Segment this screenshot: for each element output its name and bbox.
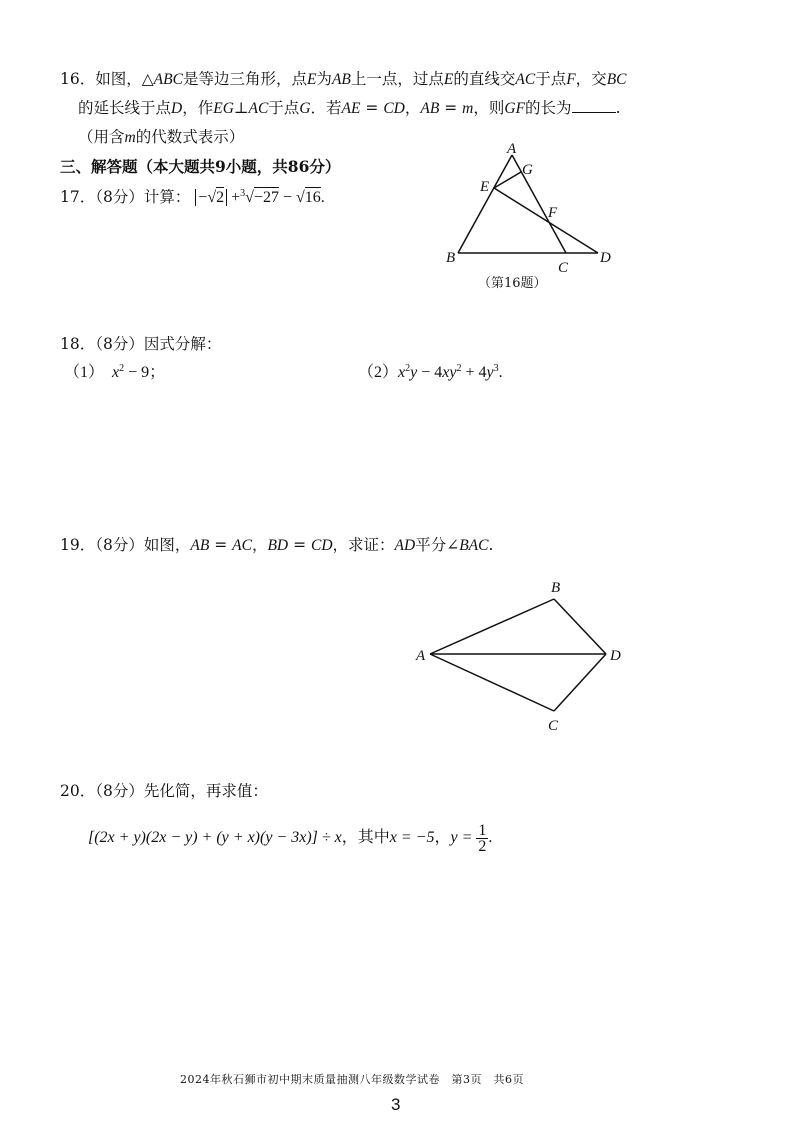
segment-bd — [554, 599, 606, 654]
segment-cd — [554, 654, 606, 711]
label-D: D — [610, 648, 621, 664]
label-E: E — [480, 179, 490, 195]
answer-blank[interactable] — [572, 98, 616, 113]
q18-part2: $(2)x^2y - 4xy^2 + 4y^3$. — [358, 363, 503, 381]
q16-line1: 16．如图，△ABC是等边三角形，点E为AB上一点，过点E的直线交AC于点F，交BC — [60, 70, 627, 88]
fraction-one-half: $\frac{1}{2}$ — [478, 821, 487, 855]
page-footer: 2024年秋石狮市初中期末质量抽测八年级数学试卷 第3页 共6页 — [180, 1073, 524, 1086]
segment-ab — [430, 599, 554, 654]
page-number: 3 — [391, 1095, 401, 1114]
q18-part1: （1） $x^2 - 9$； — [64, 363, 166, 381]
q16-figure — [440, 135, 620, 295]
label-C: C — [548, 718, 559, 734]
q16-number: 16． — [60, 70, 96, 88]
q16-line3: （用含m的代数式表示） — [78, 128, 245, 146]
q17-number: 17． — [60, 188, 96, 206]
label-B: B — [446, 250, 456, 266]
segment-ed — [494, 188, 598, 253]
label-A: A — [507, 141, 517, 157]
q17-expression: −√2 +$^3$√−27 − √16. — [195, 189, 324, 206]
q16-figure-caption: （第16题） — [478, 276, 547, 291]
segment-ab — [458, 155, 512, 253]
label-A: A — [416, 648, 426, 664]
label-B: B — [551, 580, 561, 596]
q20: 20．（8分）先化简，再求值： — [60, 782, 268, 800]
q19-figure — [408, 572, 638, 737]
label-C: C — [558, 260, 569, 276]
q20-number: 20． — [60, 782, 96, 800]
section-heading: 三、解答题（本大题共9小题，共86分） — [60, 157, 341, 176]
q19-number: 19． — [60, 536, 96, 554]
segment-ac — [430, 654, 554, 711]
q20-expression: [(2x + y)(2x − y) + (y + x)(y − 3x)] ÷ x，其中x = −5，y = $\frac{1}{2}$ . — [88, 821, 493, 855]
absolute-value: −√2 — [195, 189, 227, 206]
q16-line2: 的延长线于点D，作EG⊥AC于点G．若AE = CD，AB = m，则GF的长为 . — [78, 99, 621, 117]
q18-number: 18． — [60, 335, 96, 353]
q17: 17．（8分）计算： −√2 +$^3$√−27 − √16. — [60, 188, 325, 206]
label-D: D — [600, 250, 611, 266]
q18: 18．（8分）因式分解： — [60, 335, 222, 353]
label-G: G — [522, 162, 533, 178]
q19: 19．（8分）如图，AB = AC，BD = CD，求证：AD平分∠BAC. — [60, 536, 494, 554]
label-F: F — [548, 205, 558, 221]
